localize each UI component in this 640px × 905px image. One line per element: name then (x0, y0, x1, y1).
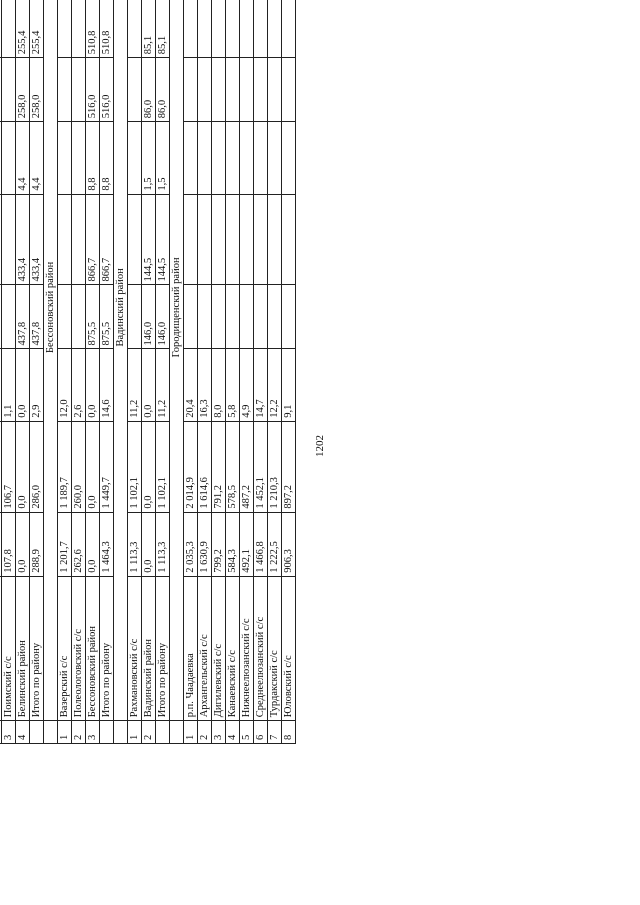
value-cell (240, 58, 254, 122)
municipality-name: Среднеелюзанский с/с (254, 576, 268, 721)
value-cell (184, 122, 198, 194)
value-cell: 255,4 (30, 0, 44, 58)
row-number (156, 721, 170, 744)
value-cell: 487,2 (240, 421, 254, 512)
row-number: 7 (268, 721, 282, 744)
municipality-name: Дигилевский с/с (212, 576, 226, 721)
value-cell (72, 0, 86, 58)
value-cell: 437,8 (30, 285, 44, 349)
section-spacer (170, 721, 184, 744)
value-cell (184, 285, 198, 349)
value-cell: 1 630,9 (198, 512, 212, 576)
table-row (212, 0, 226, 744)
value-cell: 1 452,1 (254, 421, 268, 512)
section-spacer (114, 721, 128, 744)
value-cell (212, 285, 226, 349)
value-cell: 106,7 (2, 421, 16, 512)
value-cell (72, 122, 86, 194)
value-cell: 875,5 (86, 285, 100, 349)
value-cell: 1 466,8 (254, 512, 268, 576)
value-cell (254, 285, 268, 349)
municipality-name: Рахмановский с/с (128, 576, 142, 721)
value-cell: 255,4 (16, 0, 30, 58)
value-cell (282, 194, 296, 285)
value-cell: 144,5 (156, 194, 170, 285)
row-number: 3 (2, 721, 16, 744)
value-cell: 510,8 (100, 0, 114, 58)
value-cell: 578,5 (226, 421, 240, 512)
value-cell (198, 0, 212, 58)
value-cell: 262,6 (72, 512, 86, 576)
section-title: Вадинский район (114, 0, 128, 721)
value-cell: 875,5 (100, 285, 114, 349)
row-number: 3 (86, 721, 100, 744)
value-cell (226, 122, 240, 194)
value-cell: 433,4 (16, 194, 30, 285)
value-cell: 1 189,7 (58, 421, 72, 512)
table-row (16, 0, 30, 744)
value-cell: 86,0 (142, 58, 156, 122)
value-cell (198, 122, 212, 194)
value-cell (2, 285, 16, 349)
value-cell: 107,8 (2, 512, 16, 576)
value-cell: 1,5 (156, 122, 170, 194)
value-cell: 14,7 (254, 349, 268, 421)
value-cell (2, 58, 16, 122)
value-cell: 86,0 (156, 58, 170, 122)
municipality-name: Вазерский с/с (58, 576, 72, 721)
value-cell: 288,9 (30, 512, 44, 576)
section-title: Бессоновский район (44, 0, 58, 721)
value-cell: 146,0 (156, 285, 170, 349)
value-cell (268, 122, 282, 194)
value-cell: 1 113,3 (128, 512, 142, 576)
value-cell: 2 014,9 (184, 421, 198, 512)
table-row (240, 0, 254, 744)
row-number (30, 721, 44, 744)
value-cell: 1,1 (2, 349, 16, 421)
value-cell: 1 449,7 (100, 421, 114, 512)
table-row (128, 0, 142, 744)
value-cell: 1 210,3 (268, 421, 282, 512)
value-cell (212, 122, 226, 194)
value-cell: 437,8 (16, 285, 30, 349)
value-cell: 8,8 (100, 122, 114, 194)
municipality-name: Итого по району (30, 576, 44, 721)
value-cell (184, 0, 198, 58)
value-cell (2, 0, 16, 58)
budget-table (0, 0, 296, 744)
value-cell (2, 194, 16, 285)
value-cell: 8,0 (212, 349, 226, 421)
value-cell (184, 194, 198, 285)
value-cell (198, 58, 212, 122)
value-cell (240, 122, 254, 194)
table-body (0, 0, 296, 744)
value-cell: 516,0 (100, 58, 114, 122)
value-cell: 2,6 (72, 349, 86, 421)
value-cell (226, 194, 240, 285)
value-cell (254, 58, 268, 122)
value-cell: 1 222,5 (268, 512, 282, 576)
value-cell (128, 194, 142, 285)
value-cell: 0,0 (16, 512, 30, 576)
value-cell: 799,2 (212, 512, 226, 576)
value-cell (58, 194, 72, 285)
table-row (198, 0, 212, 744)
table-row (58, 0, 72, 744)
value-cell (212, 0, 226, 58)
row-number: 1 (128, 721, 142, 744)
table-row (268, 0, 282, 744)
value-cell: 2 035,3 (184, 512, 198, 576)
value-cell (226, 58, 240, 122)
value-cell (282, 122, 296, 194)
value-cell: 12,0 (58, 349, 72, 421)
value-cell: 0,0 (86, 349, 100, 421)
row-number: 5 (240, 721, 254, 744)
value-cell (268, 58, 282, 122)
municipality-name: Канаевский с/с (226, 576, 240, 721)
value-cell (72, 194, 86, 285)
value-cell (282, 58, 296, 122)
value-cell: 433,4 (30, 194, 44, 285)
value-cell: 85,1 (142, 0, 156, 58)
value-cell: 1 201,7 (58, 512, 72, 576)
municipality-name: Архангельский с/с (198, 576, 212, 721)
value-cell: 4,9 (240, 349, 254, 421)
section-row (170, 0, 184, 744)
municipality-name: Нижнеелюзанский с/с (240, 576, 254, 721)
value-cell: 14,6 (100, 349, 114, 421)
table-row (184, 0, 198, 744)
value-cell: 2,9 (30, 349, 44, 421)
value-cell: 0,0 (142, 349, 156, 421)
municipality-name: р.п. Чаадаевка (184, 576, 198, 721)
value-cell (212, 194, 226, 285)
value-cell (254, 0, 268, 58)
municipality-name: Турдакский с/с (268, 576, 282, 721)
value-cell (282, 285, 296, 349)
value-cell: 258,0 (30, 58, 44, 122)
value-cell (282, 0, 296, 58)
table-row (254, 0, 268, 744)
value-cell (268, 285, 282, 349)
municipality-name: Вадинский район (142, 576, 156, 721)
table-row (142, 0, 156, 744)
value-cell: 584,3 (226, 512, 240, 576)
value-cell (2, 122, 16, 194)
value-cell (226, 0, 240, 58)
row-number: 1 (58, 721, 72, 744)
value-cell: 0,0 (86, 512, 100, 576)
value-cell: 9,1 (282, 349, 296, 421)
value-cell: 897,2 (282, 421, 296, 512)
municipality-name: Белинский район (16, 576, 30, 721)
value-cell: 258,0 (16, 58, 30, 122)
value-cell: 791,2 (212, 421, 226, 512)
value-cell: 516,0 (86, 58, 100, 122)
municipality-name: Поимский с/с (2, 576, 16, 721)
value-cell: 85,1 (156, 0, 170, 58)
value-cell: 4,4 (30, 122, 44, 194)
value-cell: 286,0 (30, 421, 44, 512)
value-cell (58, 285, 72, 349)
value-cell: 144,5 (142, 194, 156, 285)
row-number: 2 (142, 721, 156, 744)
value-cell: 1 102,1 (128, 421, 142, 512)
rotated-table-container (0, 0, 357, 744)
value-cell (254, 122, 268, 194)
row-number: 3 (212, 721, 226, 744)
section-row (114, 0, 128, 744)
value-cell (198, 285, 212, 349)
table-row (30, 0, 44, 744)
section-title: Городищенский район (170, 0, 184, 721)
row-number: 6 (254, 721, 268, 744)
table-row (156, 0, 170, 744)
value-cell (128, 285, 142, 349)
value-cell (58, 58, 72, 122)
section-spacer (44, 721, 58, 744)
value-cell (212, 58, 226, 122)
value-cell (58, 0, 72, 58)
row-number: 4 (226, 721, 240, 744)
value-cell (72, 285, 86, 349)
value-cell: 906,3 (282, 512, 296, 576)
value-cell (254, 194, 268, 285)
value-cell (58, 122, 72, 194)
value-cell: 1 464,3 (100, 512, 114, 576)
value-cell: 20,4 (184, 349, 198, 421)
value-cell: 1,5 (142, 122, 156, 194)
value-cell: 0,0 (86, 421, 100, 512)
municipality-name: Итого по району (156, 576, 170, 721)
value-cell (268, 0, 282, 58)
value-cell: 0,0 (16, 421, 30, 512)
value-cell: 4,4 (16, 122, 30, 194)
value-cell (240, 0, 254, 58)
section-row (44, 0, 58, 744)
value-cell: 0,0 (16, 349, 30, 421)
row-number: 2 (198, 721, 212, 744)
value-cell (240, 194, 254, 285)
value-cell: 510,8 (86, 0, 100, 58)
table-row (72, 0, 86, 744)
table-row (282, 0, 296, 744)
table-row (86, 0, 100, 744)
value-cell: 12,2 (268, 349, 282, 421)
value-cell: 146,0 (142, 285, 156, 349)
value-cell: 0,0 (142, 512, 156, 576)
municipality-name: Итого по району (100, 576, 114, 721)
value-cell (184, 58, 198, 122)
value-cell: 1 102,1 (156, 421, 170, 512)
value-cell: 492,1 (240, 512, 254, 576)
value-cell: 0,0 (142, 421, 156, 512)
value-cell: 260,0 (72, 421, 86, 512)
value-cell (198, 194, 212, 285)
value-cell: 8,8 (86, 122, 100, 194)
value-cell: 1 614,6 (198, 421, 212, 512)
table-row (226, 0, 240, 744)
value-cell: 1 113,3 (156, 512, 170, 576)
table-row (2, 0, 16, 744)
row-number: 8 (282, 721, 296, 744)
value-cell: 866,7 (100, 194, 114, 285)
row-number: 1 (184, 721, 198, 744)
value-cell (128, 58, 142, 122)
value-cell (226, 285, 240, 349)
table-row (100, 0, 114, 744)
value-cell: 5,8 (226, 349, 240, 421)
row-number: 4 (16, 721, 30, 744)
value-cell (128, 122, 142, 194)
municipality-name: Бессоновский район (86, 576, 100, 721)
row-number: 2 (72, 721, 86, 744)
value-cell: 866,7 (86, 194, 100, 285)
value-cell (268, 194, 282, 285)
value-cell (240, 285, 254, 349)
page-number: 1202 (314, 435, 326, 457)
value-cell (72, 58, 86, 122)
value-cell: 16,3 (198, 349, 212, 421)
row-number (100, 721, 114, 744)
value-cell (128, 0, 142, 58)
value-cell: 11,2 (156, 349, 170, 421)
municipality-name: Юловский с/с (282, 576, 296, 721)
value-cell: 11,2 (128, 349, 142, 421)
municipality-name: Полеологовский с/с (72, 576, 86, 721)
